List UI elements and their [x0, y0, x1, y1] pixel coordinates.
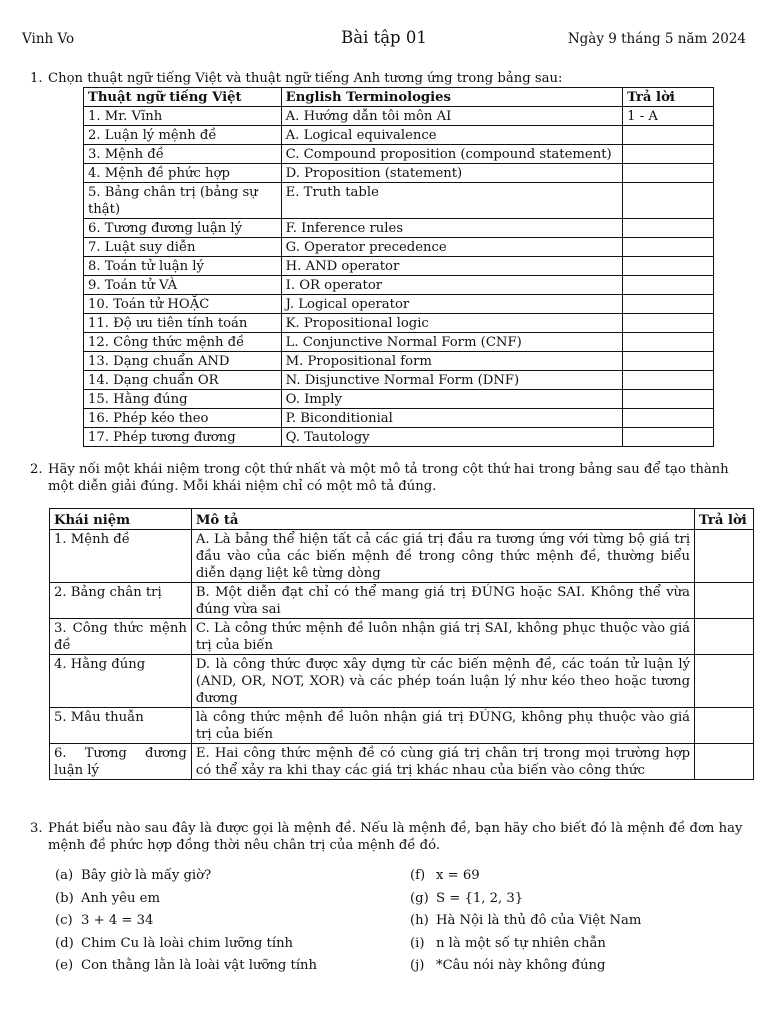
answer-cell[interactable]	[623, 145, 714, 164]
concept-cell: 2. Bảng chân trị	[50, 583, 192, 619]
table-row	[84, 126, 714, 145]
vietnamese-term-cell: 17. Phép tương đương	[84, 428, 282, 447]
terminology-table	[83, 87, 714, 447]
description-cell: là công thức mệnh đề luôn nhận giá trị ĐÚNG, không phụ thuộc vào giá trị của biến	[191, 708, 694, 744]
question-number: 1.	[30, 71, 43, 86]
question-3	[30, 820, 746, 854]
option-label: (d)	[55, 935, 74, 951]
description-cell: D. là công thức được xây dựng từ các biến mệnh đề, các toán tử luận lý (AND, OR, NOT, XOR) và các phép toán luận lý như kéo theo hoặc tương đương	[191, 655, 694, 708]
option-item	[410, 958, 606, 973]
description-cell: E. Hai công thức mệnh đề có cùng giá trị chân trị trong mọi trường hợp có thể xảy ra khi thay các giá trị khác nhau của biến vào công thức	[191, 744, 694, 780]
option-text: 3 + 4 = 34	[81, 913, 154, 928]
option-label: (i)	[410, 935, 425, 951]
option-item	[410, 913, 641, 928]
table-header-row	[50, 509, 754, 530]
option-item	[410, 891, 523, 906]
table-row	[84, 333, 714, 352]
english-term-cell: F. Inference rules	[281, 219, 622, 238]
option-item	[55, 913, 153, 928]
header-cell: English Terminologies	[281, 88, 622, 107]
vietnamese-term-cell: 10. Toán tử HOẶC	[84, 295, 282, 314]
vietnamese-term-cell: 8. Toán tử luận lý	[84, 257, 282, 276]
option-text: n là một số tự nhiên chẵn	[436, 935, 606, 951]
vietnamese-term-cell: 6. Tương đương luận lý	[84, 219, 282, 238]
author-name: Vinh Vo	[22, 31, 75, 47]
answer-cell[interactable]	[623, 314, 714, 333]
answer-cell[interactable]	[623, 219, 714, 238]
english-term-cell: Q. Tautology	[281, 428, 622, 447]
table-row	[84, 238, 714, 257]
vietnamese-term-cell: 3. Mệnh đề	[84, 145, 282, 164]
english-term-cell: A. Logical equivalence	[281, 126, 622, 145]
english-term-cell: A. Hướng dẫn tôi môn AI	[281, 107, 622, 126]
table-header-row	[84, 88, 714, 107]
table-row	[50, 530, 754, 583]
description-cell: C. Là công thức mệnh đề luôn nhận giá trị SAI, không phục thuộc vào giá trị của biến	[191, 619, 694, 655]
vietnamese-term-cell: 15. Hằng đúng	[84, 390, 282, 409]
english-term-cell: O. Imply	[281, 390, 622, 409]
header-cell: Trả lời	[623, 88, 714, 107]
date-text: Ngày 9 tháng 5 năm 2024	[567, 31, 746, 47]
table-row	[84, 390, 714, 409]
table-row	[84, 164, 714, 183]
answer-cell[interactable]	[695, 655, 754, 708]
answer-cell[interactable]	[695, 583, 754, 619]
question-number: 3.	[30, 821, 43, 836]
answer-cell[interactable]	[695, 530, 754, 583]
answer-cell[interactable]	[623, 126, 714, 145]
concept-cell: 5. Mâu thuẫn	[50, 708, 192, 744]
option-label: (a)	[55, 868, 74, 883]
header-cell: Khái niệm	[50, 509, 192, 530]
english-term-cell: M. Propositional form	[281, 352, 622, 371]
table-row	[84, 107, 714, 126]
header-cell: Mô tả	[191, 509, 694, 530]
answer-cell[interactable]	[623, 257, 714, 276]
english-term-cell: P. Biconditionial	[281, 409, 622, 428]
answer-cell[interactable]	[623, 183, 714, 219]
question-1	[30, 70, 746, 87]
table-row	[50, 708, 754, 744]
option-text: Anh yêu em	[81, 890, 160, 906]
option-label: (e)	[55, 958, 74, 973]
english-term-cell: J. Logical operator	[281, 295, 622, 314]
concept-cell: 4. Hằng đúng	[50, 655, 192, 708]
english-term-cell: C. Compound proposition (compound statement)	[281, 145, 622, 164]
table-row	[50, 744, 754, 780]
answer-cell[interactable]	[623, 390, 714, 409]
concept-cell: 6. Tương đương luận lý	[50, 744, 192, 780]
option-item	[55, 936, 293, 951]
table-row	[84, 428, 714, 447]
option-label: (h)	[410, 913, 429, 928]
table-row	[84, 276, 714, 295]
english-term-cell: I. OR operator	[281, 276, 622, 295]
vietnamese-term-cell: 11. Độ ưu tiên tính toán	[84, 314, 282, 333]
english-term-cell: N. Disjunctive Normal Form (DNF)	[281, 371, 622, 390]
question-number: 2.	[30, 462, 43, 477]
question-text: Chọn thuật ngữ tiếng Việt và thuật ngữ tiếng Anh tương ứng trong bảng sau:	[48, 71, 563, 86]
concept-table	[49, 508, 754, 780]
answer-cell[interactable]	[623, 164, 714, 183]
description-cell: B. Một diễn đạt chỉ có thể mang giá trị ĐÚNG hoặc SAI. Không thể vừa đúng vừa sai	[191, 583, 694, 619]
page-title: Bài tập 01	[341, 28, 427, 47]
answer-cell[interactable]: 1 - A	[623, 107, 714, 126]
english-term-cell: L. Conjunctive Normal Form (CNF)	[281, 333, 622, 352]
option-text: S = {1, 2, 3}	[436, 890, 524, 906]
option-text: Bây giờ là mấy giờ?	[81, 868, 212, 883]
option-label: (f)	[410, 868, 426, 883]
table-row	[84, 314, 714, 333]
answer-cell[interactable]	[623, 409, 714, 428]
vietnamese-term-cell: 5. Bảng chân trị (bảng sự thật)	[84, 183, 282, 219]
option-text: Chim Cu là loài chim lưỡng tính	[81, 935, 294, 951]
question-text: Phát biểu nào sau đây là được gọi là mệnh đề. Nếu là mệnh đề, bạn hãy cho biết đó là mệnh đề đơn hay mệnh đề phức hợp đồng thời nêu chân trị của mệnh đề đó.	[48, 821, 743, 853]
question-2	[30, 461, 746, 495]
option-text: *Câu nói này không đúng	[436, 958, 606, 973]
option-label: (g)	[410, 890, 429, 906]
answer-cell[interactable]	[623, 295, 714, 314]
vietnamese-term-cell: 9. Toán tử VÀ	[84, 276, 282, 295]
answer-cell[interactable]	[623, 352, 714, 371]
english-term-cell: K. Propositional logic	[281, 314, 622, 333]
header-cell: Trả lời	[695, 509, 754, 530]
english-term-cell: H. AND operator	[281, 257, 622, 276]
option-text: Hà Nội là thủ đô của Việt Nam	[436, 913, 642, 928]
table-row	[50, 619, 754, 655]
option-item	[410, 936, 606, 951]
table-row	[84, 219, 714, 238]
option-item	[410, 868, 480, 883]
vietnamese-term-cell: 7. Luật suy diễn	[84, 238, 282, 257]
table-row	[84, 295, 714, 314]
option-item	[55, 958, 317, 973]
table-row	[84, 145, 714, 164]
option-text: Con thằng lằn là loài vật lưỡng tính	[81, 958, 318, 973]
answer-cell[interactable]	[623, 276, 714, 295]
table-row	[84, 409, 714, 428]
concept-cell: 1. Mệnh đề	[50, 530, 192, 583]
vietnamese-term-cell: 2. Luận lý mệnh đề	[84, 126, 282, 145]
vietnamese-term-cell: 12. Công thức mệnh đề	[84, 333, 282, 352]
answer-cell[interactable]	[623, 333, 714, 352]
option-item	[55, 868, 211, 883]
header-cell: Thuật ngữ tiếng Việt	[84, 88, 282, 107]
vietnamese-term-cell: 4. Mệnh đề phức hợp	[84, 164, 282, 183]
page-header	[22, 28, 746, 50]
option-item	[55, 891, 160, 906]
vietnamese-term-cell: 13. Dạng chuẩn AND	[84, 352, 282, 371]
table-row	[84, 183, 714, 219]
option-label: (b)	[55, 890, 74, 906]
answer-cell[interactable]	[695, 708, 754, 744]
option-label: (j)	[410, 958, 425, 973]
description-cell: A. Là bảng thể hiện tất cả các giá trị đầu ra tương ứng với từng bộ giá trị đầu vào của các biến mệnh đề trong công thức mệnh đề, thường biểu diễn dạng liệt kê từng dòng	[191, 530, 694, 583]
english-term-cell: E. Truth table	[281, 183, 622, 219]
table-row	[50, 655, 754, 708]
answer-cell[interactable]	[623, 428, 714, 447]
table-row	[84, 371, 714, 390]
concept-cell: 3. Công thức mệnh đề	[50, 619, 192, 655]
option-label: (c)	[55, 913, 73, 928]
english-term-cell: G. Operator precedence	[281, 238, 622, 257]
answer-cell[interactable]	[695, 744, 754, 780]
vietnamese-term-cell: 14. Dạng chuẩn OR	[84, 371, 282, 390]
option-text: x = 69	[436, 868, 480, 883]
answer-cell[interactable]	[695, 619, 754, 655]
answer-cell[interactable]	[623, 238, 714, 257]
english-term-cell: D. Proposition (statement)	[281, 164, 622, 183]
question-text: Hãy nối một khái niệm trong cột thứ nhất và một mô tả trong cột thứ hai trong bảng sau để tạo thành một diễn giải đúng. Mỗi khái niệm chỉ có một mô tả đúng.	[48, 462, 729, 494]
table-row	[84, 352, 714, 371]
vietnamese-term-cell: 16. Phép kéo theo	[84, 409, 282, 428]
table-row	[84, 257, 714, 276]
answer-cell[interactable]	[623, 371, 714, 390]
vietnamese-term-cell: 1. Mr. Vĩnh	[84, 107, 282, 126]
table-row	[50, 583, 754, 619]
